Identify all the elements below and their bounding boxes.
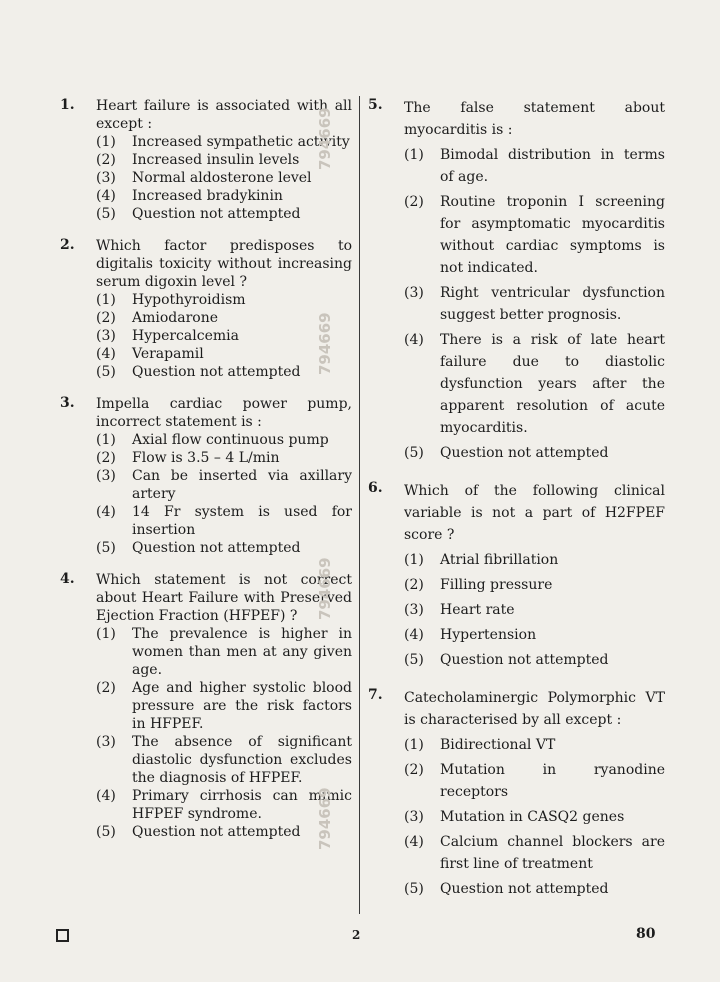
option-text: Verapamil: [132, 346, 204, 362]
option-text: The prevalence is higher in women than men at any given age.: [132, 626, 352, 678]
footer-square-icon: [56, 929, 69, 942]
option-text: Hypothyroidism: [132, 292, 246, 308]
question-stem: Heart failure is associated with all except :: [96, 98, 352, 132]
option-number: (1): [96, 134, 116, 150]
option-item: [96, 363, 352, 381]
option-text: Bimodal distribution in terms of age.: [440, 147, 665, 185]
option-text: There is a risk of late heart failure due to diastolic dysfunction years after the apparent resolution of acute myocarditis.: [440, 332, 665, 436]
option-text: Increased insulin levels: [132, 152, 300, 168]
question-stem: Catecholaminergic Polymorphic VT is characterised by all except :: [404, 690, 665, 728]
option-text: Primary cirrhosis can mimic HFPEF syndrome.: [132, 788, 352, 822]
option-number: (4): [96, 346, 116, 362]
option-text: Question not attempted: [132, 824, 301, 840]
question-number: 4.: [60, 571, 75, 587]
option-number: (3): [404, 809, 424, 825]
option-number: (5): [96, 206, 116, 222]
option-number: (1): [404, 552, 424, 568]
option-text: Age and higher systolic blood pressure are the risk factors in HFPEF.: [132, 680, 352, 732]
option-number: (5): [404, 445, 424, 461]
option-number: (4): [96, 788, 116, 804]
option-item: [404, 574, 665, 596]
option-number: (4): [404, 627, 424, 643]
option-number: (5): [96, 364, 116, 380]
option-item: [404, 191, 665, 279]
question-stem: The false statement about myocarditis is :: [404, 100, 665, 138]
option-item: [404, 282, 665, 326]
option-item: [404, 759, 665, 803]
option-text: Heart rate: [440, 602, 515, 618]
question-body: [96, 97, 352, 223]
option-number: (4): [404, 834, 424, 850]
option-number: (2): [96, 310, 116, 326]
question: [368, 687, 665, 900]
question-body: [404, 97, 665, 464]
column-divider: [359, 96, 360, 914]
option-number: (3): [404, 285, 424, 301]
option-item: [404, 878, 665, 900]
option-text: The absence of significant diastolic dysfunction excludes the diagnosis of HFPEF.: [132, 734, 352, 786]
option-item: [96, 625, 352, 679]
option-item: [96, 787, 352, 823]
option-number: (1): [96, 626, 116, 642]
option-item: [404, 329, 665, 439]
question-stem: Which statement is not correct about Heart Failure with Preserved Ejection Fraction (HFPEF) ?: [96, 572, 352, 624]
option-text: Question not attempted: [440, 652, 609, 668]
option-text: Calcium channel blockers are first line of treatment: [440, 834, 665, 872]
option-number: (3): [96, 170, 116, 186]
option-text: Right ventricular dysfunction suggest better prognosis.: [440, 285, 665, 323]
option-item: [96, 345, 352, 363]
option-number: (2): [96, 680, 116, 696]
option-number: (1): [96, 432, 116, 448]
option-text: Routine troponin I screening for asymptomatic myocarditis without cardiac symptoms is not indicated.: [440, 194, 665, 276]
question-body: [96, 237, 352, 381]
option-item: [96, 309, 352, 327]
option-number: (3): [404, 602, 424, 618]
option-item: [96, 291, 352, 309]
option-number: (5): [404, 652, 424, 668]
option-item: [96, 187, 352, 205]
option-number: (5): [404, 881, 424, 897]
option-number: (5): [96, 540, 116, 556]
option-number: (5): [96, 824, 116, 840]
option-list: [404, 144, 665, 464]
option-text: Amiodarone: [132, 310, 219, 326]
question-number: 6.: [368, 480, 383, 496]
option-text: Can be inserted via axillary artery: [132, 468, 352, 502]
option-item: [404, 599, 665, 621]
option-number: (3): [96, 468, 116, 484]
question: [368, 97, 665, 464]
option-number: (2): [404, 194, 424, 210]
question-stem: Impella cardiac power pump, incorrect statement is :: [96, 396, 352, 430]
option-text: Mutation in CASQ2 genes: [440, 809, 625, 825]
option-item: [404, 831, 665, 875]
right-column: [368, 97, 665, 900]
question-body: [96, 571, 352, 841]
option-item: [96, 503, 352, 539]
option-item: [404, 624, 665, 646]
question-number: 7.: [368, 687, 383, 703]
option-text: Normal aldosterone level: [132, 170, 312, 186]
option-item: [96, 205, 352, 223]
option-list: [404, 549, 665, 671]
option-text: Hypercalcemia: [132, 328, 239, 344]
option-text: Question not attempted: [440, 445, 609, 461]
option-text: Increased sympathetic activity: [132, 134, 350, 150]
option-text: Question not attempted: [132, 206, 301, 222]
page-code: 80: [636, 926, 656, 942]
question-number: 5.: [368, 97, 383, 113]
option-list: [96, 431, 352, 557]
option-number: (1): [404, 147, 424, 163]
question: [60, 97, 352, 223]
option-number: (2): [96, 450, 116, 466]
question-body: [404, 480, 665, 671]
option-item: [96, 733, 352, 787]
question: [60, 571, 352, 841]
option-item: [404, 806, 665, 828]
question: [60, 395, 352, 557]
option-number: (1): [96, 292, 116, 308]
option-item: [404, 734, 665, 756]
option-text: Question not attempted: [440, 881, 609, 897]
option-text: Bidirectional VT: [440, 737, 556, 753]
option-number: (4): [404, 332, 424, 348]
option-number: (3): [96, 734, 116, 750]
option-text: Axial flow continuous pump: [132, 432, 329, 448]
option-item: [96, 133, 352, 151]
option-text: Mutation in ryanodine receptors: [440, 762, 665, 800]
question-number: 3.: [60, 395, 75, 411]
option-number: (2): [404, 577, 424, 593]
option-text: Increased bradykinin: [132, 188, 283, 204]
option-number: (4): [96, 504, 116, 520]
question: [368, 480, 665, 671]
left-column: [60, 97, 352, 841]
option-item: [96, 679, 352, 733]
question-stem: Which of the following clinical variable is not a part of H2FPEF score ?: [404, 483, 665, 543]
option-number: (2): [96, 152, 116, 168]
option-item: [96, 539, 352, 557]
option-text: 14 Fr system is used for insertion: [132, 504, 352, 538]
option-item: [404, 442, 665, 464]
question: [60, 237, 352, 381]
option-number: (1): [404, 737, 424, 753]
option-item: [96, 467, 352, 503]
option-item: [404, 649, 665, 671]
option-number: (4): [96, 188, 116, 204]
option-text: Filling pressure: [440, 577, 553, 593]
option-number: (3): [96, 328, 116, 344]
option-list: [96, 291, 352, 381]
option-text: Question not attempted: [132, 540, 301, 556]
watermark-stamp: 794669: [316, 107, 334, 170]
watermark-stamp: 794669: [316, 312, 334, 375]
question-number: 2.: [60, 237, 75, 253]
option-item: [404, 549, 665, 571]
watermark-stamp: 794669: [316, 557, 334, 620]
option-item: [96, 169, 352, 187]
option-text: Atrial fibrillation: [440, 552, 559, 568]
page-number: 2: [352, 928, 361, 942]
option-number: (2): [404, 762, 424, 778]
option-item: [96, 327, 352, 345]
question-body: [404, 687, 665, 900]
option-list: [404, 734, 665, 900]
question-body: [96, 395, 352, 557]
option-item: [96, 823, 352, 841]
option-list: [96, 625, 352, 841]
option-item: [96, 151, 352, 169]
option-text: Flow is 3.5 – 4 L/min: [132, 450, 280, 466]
option-item: [96, 431, 352, 449]
question-stem: Which factor predisposes to digitalis toxicity without increasing serum digoxin level ?: [96, 238, 352, 290]
watermark-stamp: 794669: [316, 787, 334, 850]
option-item: [404, 144, 665, 188]
option-list: [96, 133, 352, 223]
option-text: Question not attempted: [132, 364, 301, 380]
option-text: Hypertension: [440, 627, 537, 643]
question-number: 1.: [60, 97, 75, 113]
option-item: [96, 449, 352, 467]
